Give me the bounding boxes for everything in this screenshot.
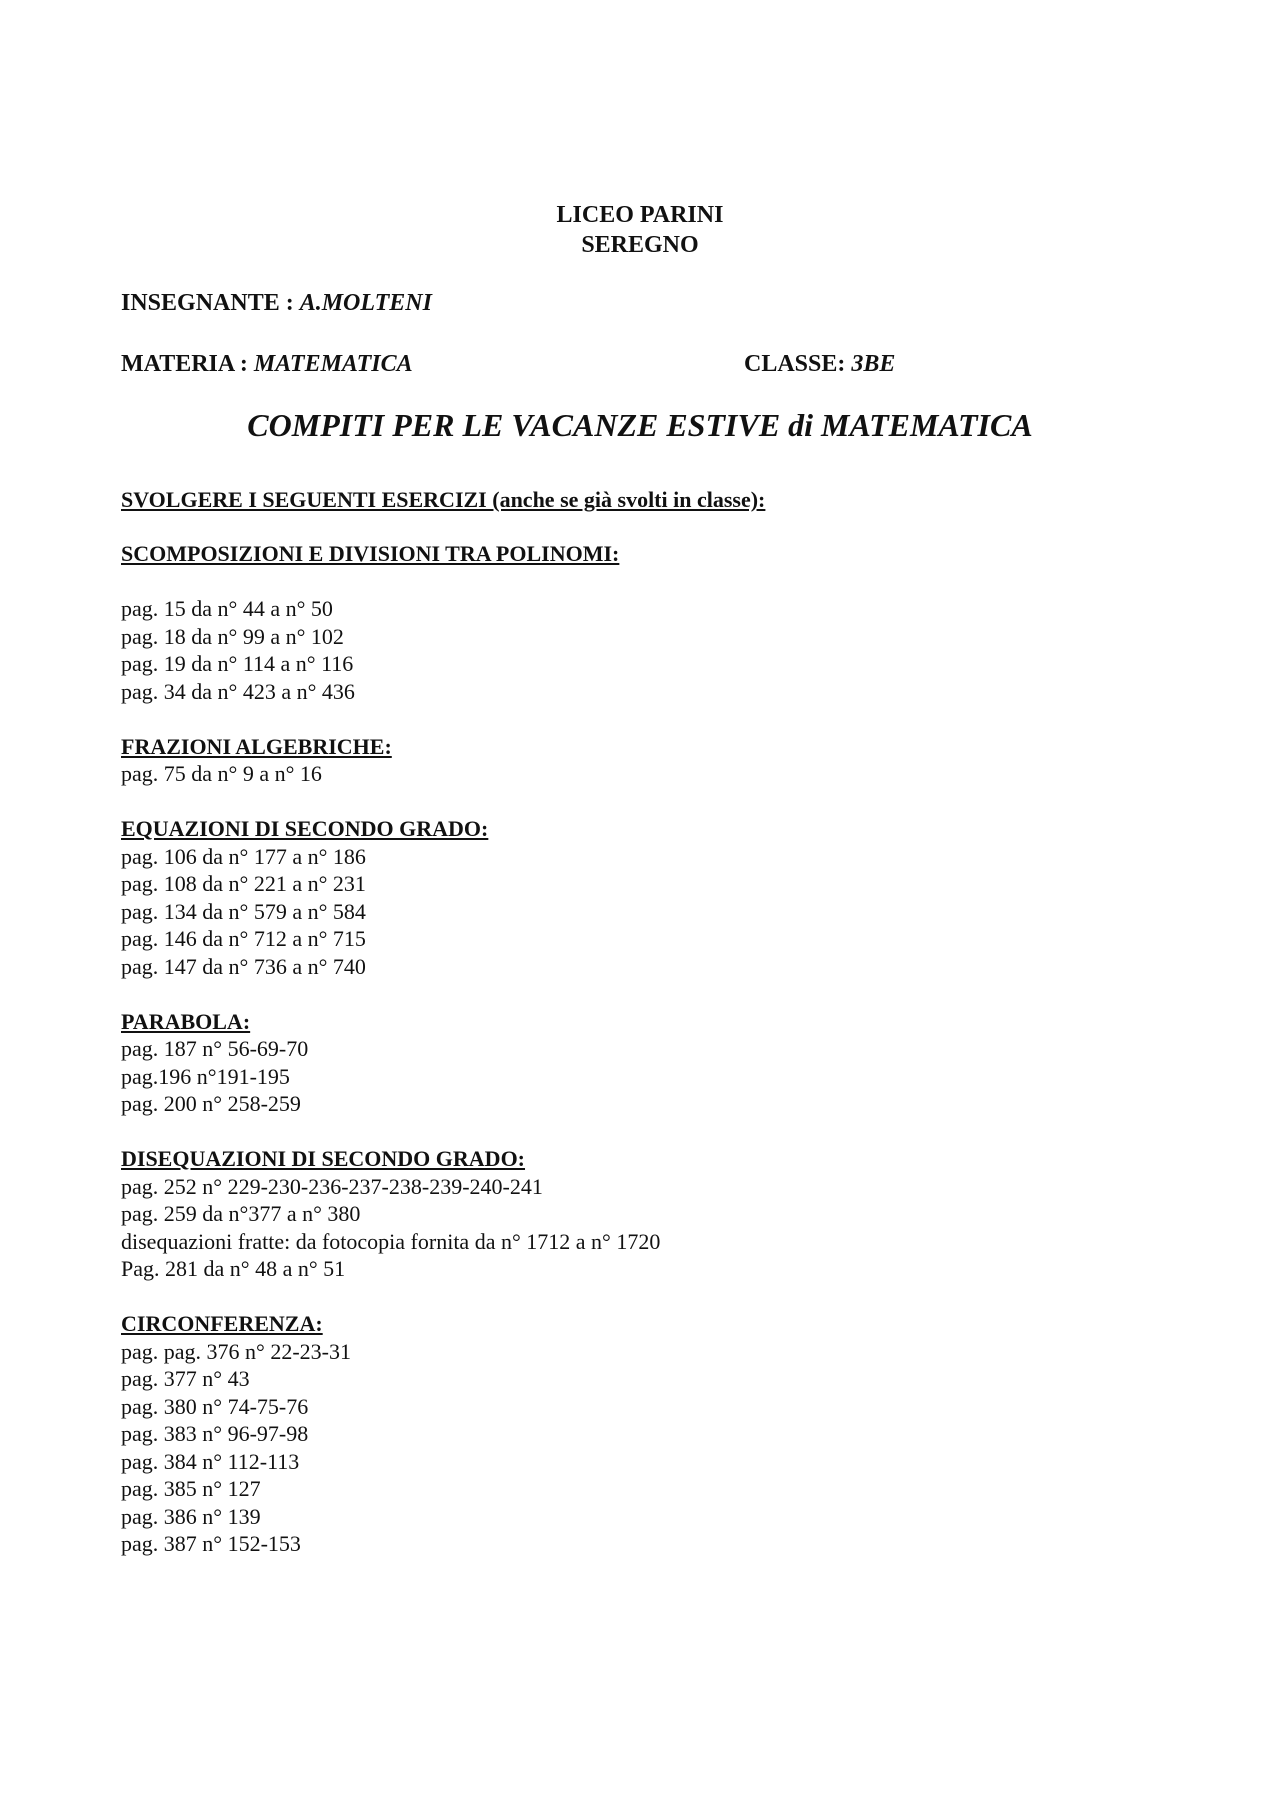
section-title: PARABOLA:	[121, 1008, 251, 1034]
list-item: Pag. 281 da n° 48 a n° 51	[121, 1256, 346, 1281]
section-circonferenza	[121, 1310, 1161, 1558]
list-item: pag. 18 da n° 99 a n° 102	[121, 623, 344, 649]
exercise-list	[121, 540, 1161, 1558]
list-item: pag. 384 n° 112-113	[121, 1448, 300, 1474]
list-item: pag. pag. 376 n° 22-23-31	[121, 1338, 351, 1364]
section-equazioni	[121, 815, 1161, 980]
teacher-label: INSEGNANTE :	[121, 290, 294, 316]
list-item: pag. 252 n° 229-230-236-237-238-239-240-241	[121, 1173, 543, 1199]
document-title: COMPITI PER LE VACANZE ESTIVE di MATEMATICA	[247, 407, 1033, 443]
list-item: pag. 383 n° 96-97-98	[121, 1421, 309, 1446]
section-title: FRAZIONI ALGEBRICHE:	[121, 733, 392, 759]
instructions-heading: SVOLGERE I SEGUENTI ESERCIZI (anche se già svolti in classe):	[121, 487, 766, 512]
spacer	[121, 1118, 1161, 1146]
list-item: pag. 380 n° 74-75-76	[121, 1393, 309, 1419]
subject-label: MATERIA :	[121, 351, 248, 377]
section-frazioni	[121, 733, 1161, 788]
list-item: pag. 387 n° 152-153	[121, 1531, 301, 1556]
section-title: DISEQUAZIONI DI SECONDO GRADO:	[121, 1146, 526, 1171]
list-item: pag. 108 da n° 221 a n° 231	[121, 871, 366, 896]
section-title: SCOMPOSIZIONI E DIVISIONI TRA POLINOMI:	[121, 541, 620, 566]
list-item: pag. 146 da n° 712 a n° 715	[121, 926, 366, 951]
list-item: pag. 75 da n° 9 a n° 16	[121, 761, 322, 786]
school-city: SEREGNO	[581, 232, 699, 258]
spacer	[121, 705, 1161, 733]
list-item: pag. 386 n° 139	[121, 1503, 261, 1529]
list-item: pag. 19 da n° 114 a n° 116	[121, 651, 354, 676]
teacher-line	[121, 288, 432, 318]
list-item: pag. 34 da n° 423 a n° 436	[121, 678, 355, 704]
subject-line	[121, 349, 413, 379]
class-label: CLASSE:	[744, 351, 846, 377]
section-title: CIRCONFERENZA:	[121, 1311, 323, 1336]
class-line	[744, 349, 895, 379]
spacer	[121, 1283, 1161, 1311]
list-item: pag. 106 da n° 177 a n° 186	[121, 843, 366, 869]
teacher-name: A.MOLTENI	[299, 290, 432, 316]
list-item: pag. 147 da n° 736 a n° 740	[121, 953, 366, 979]
list-item: pag. 187 n° 56-69-70	[121, 1036, 309, 1061]
list-item: pag. 377 n° 43	[121, 1366, 250, 1391]
spacer	[121, 788, 1161, 816]
list-item: pag.196 n°191-195	[121, 1063, 290, 1089]
spacer	[121, 980, 1161, 1008]
section-parabola	[121, 1008, 1161, 1118]
list-item: pag. 134 da n° 579 a n° 584	[121, 898, 366, 924]
school-header	[0, 200, 1280, 260]
section-disequazioni	[121, 1145, 1161, 1283]
list-item: disequazioni fratte: da fotocopia fornita da n° 1712 a n° 1720	[121, 1228, 661, 1254]
list-item: pag. 259 da n°377 a n° 380	[121, 1201, 361, 1226]
list-item: pag. 15 da n° 44 a n° 50	[121, 596, 333, 621]
section-scomposizioni	[121, 540, 1161, 705]
school-name: LICEO PARINI	[556, 202, 724, 228]
class-name: 3BE	[851, 351, 896, 377]
list-item: pag. 385 n° 127	[121, 1476, 261, 1501]
section-title: EQUAZIONI DI SECONDO GRADO:	[121, 816, 489, 841]
list-item: pag. 200 n° 258-259	[121, 1091, 301, 1116]
subject-name: MATEMATICA	[253, 351, 413, 377]
